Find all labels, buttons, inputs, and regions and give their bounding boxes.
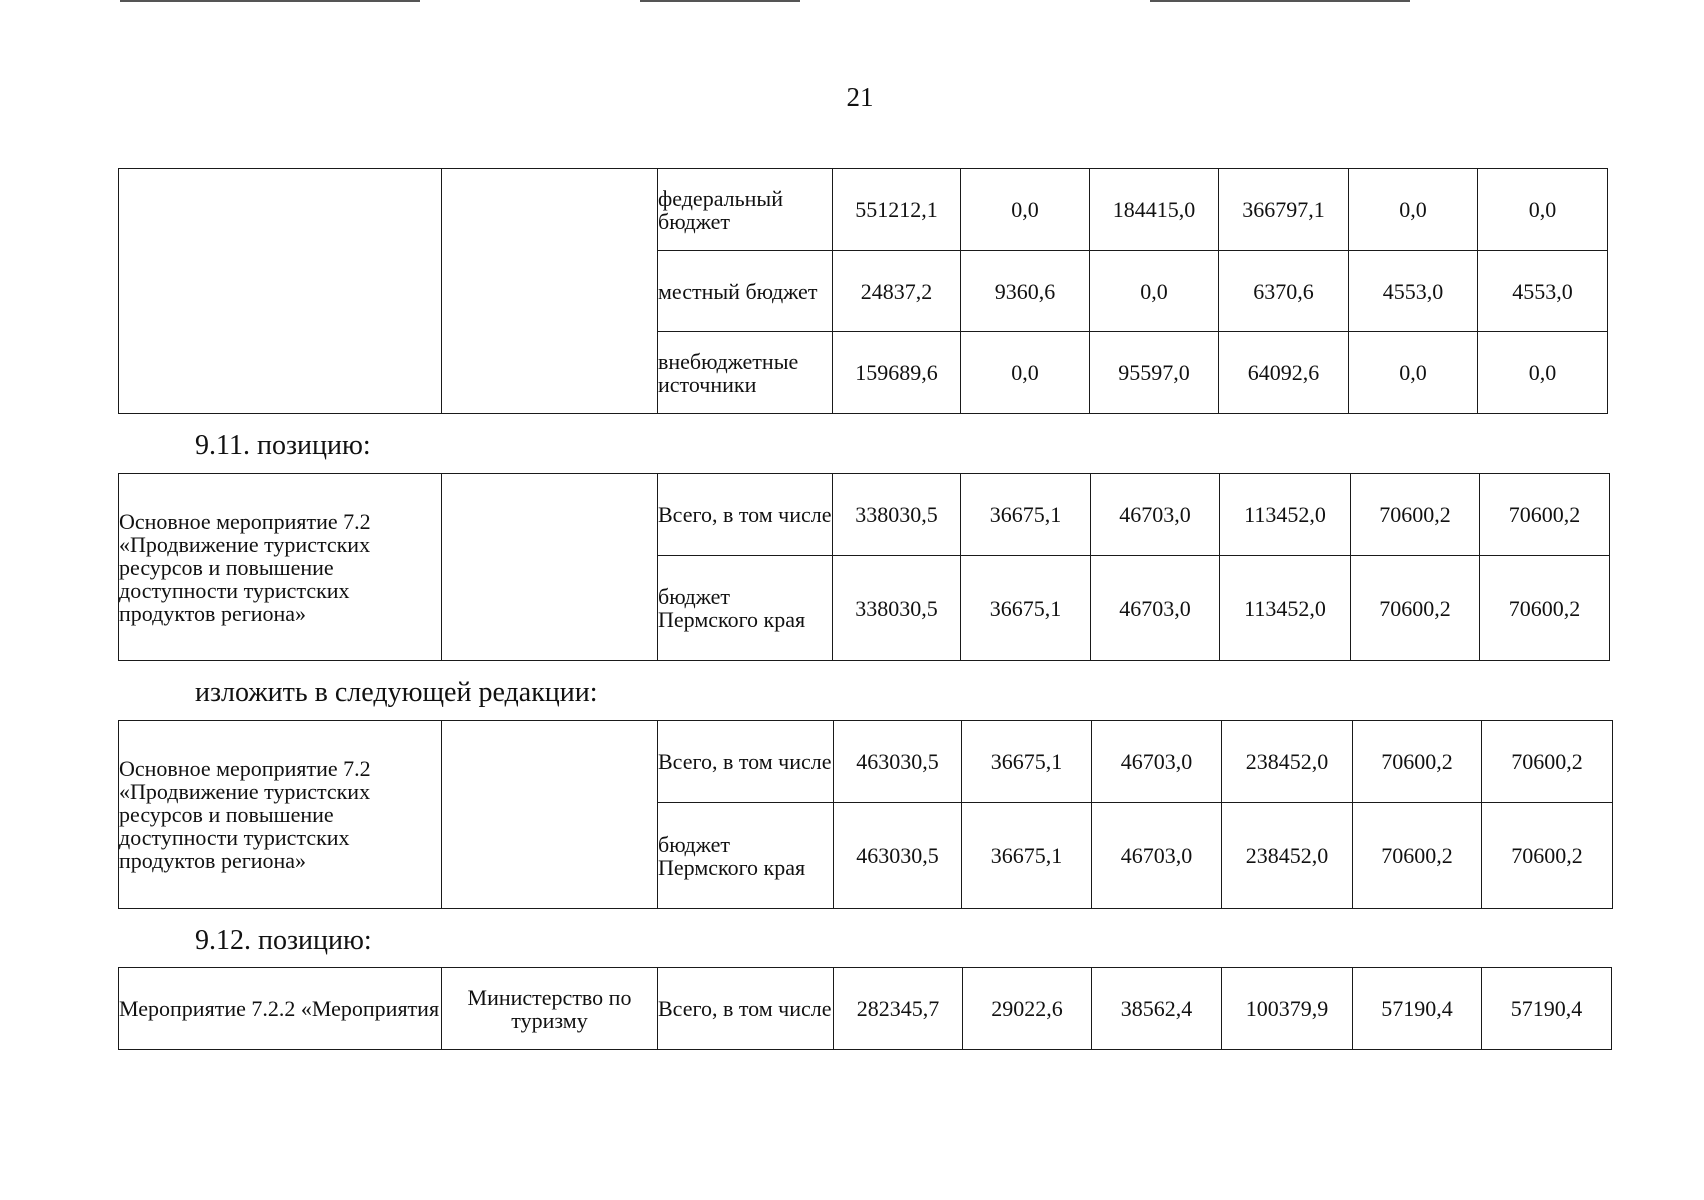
funding-source-cell: местный бюджет <box>658 251 833 332</box>
executor-cell: Министерство по туризму <box>442 968 658 1050</box>
event-name-cell: Основное мероприятие 7.2 «Продвижение туристских ресурсов и повышение доступности туристских продуктов региона» <box>119 721 442 909</box>
amount-year-5-cell: 57190,4 <box>1482 968 1612 1050</box>
amount-year-1-cell: 29022,6 <box>963 968 1092 1050</box>
amount-year-3-cell: 113452,0 <box>1220 474 1351 556</box>
amount-year-2-cell: 46703,0 <box>1092 721 1222 803</box>
amount-total-cell: 282345,7 <box>834 968 963 1050</box>
amount-total-cell: 159689,6 <box>833 332 961 414</box>
funding-source-cell: бюджет Пермского края <box>658 556 833 661</box>
amount-year-1-cell: 36675,1 <box>962 721 1092 803</box>
table-row <box>119 721 1613 803</box>
table-row <box>119 169 1608 251</box>
amount-year-3-cell: 238452,0 <box>1222 721 1353 803</box>
amount-year-5-cell: 4553,0 <box>1478 251 1608 332</box>
amount-year-5-cell: 0,0 <box>1478 332 1608 414</box>
amount-total-cell: 463030,5 <box>834 721 962 803</box>
amount-year-5-cell: 70600,2 <box>1482 803 1613 909</box>
amount-year-3-cell: 6370,6 <box>1219 251 1349 332</box>
section-heading-9-12: 9.12. позицию: <box>195 925 372 956</box>
amount-year-2-cell: 46703,0 <box>1091 556 1220 661</box>
amount-year-2-cell: 184415,0 <box>1090 169 1219 251</box>
amount-year-3-cell: 113452,0 <box>1220 556 1351 661</box>
amount-year-4-cell: 70600,2 <box>1353 721 1482 803</box>
funding-source-cell: бюджет Пермского края <box>658 803 834 909</box>
funding-table-current <box>118 473 1610 661</box>
amount-year-1-cell: 9360,6 <box>961 251 1090 332</box>
executor-cell <box>442 721 658 909</box>
amount-year-5-cell: 0,0 <box>1478 169 1608 251</box>
scan-edge-line <box>640 0 800 2</box>
amount-year-2-cell: 0,0 <box>1090 251 1219 332</box>
table-row <box>119 968 1612 1050</box>
amount-year-1-cell: 0,0 <box>961 332 1090 414</box>
funding-table-new-edition <box>118 720 1613 909</box>
amount-year-3-cell: 238452,0 <box>1222 803 1353 909</box>
amount-year-4-cell: 70600,2 <box>1353 803 1482 909</box>
amount-year-3-cell: 366797,1 <box>1219 169 1349 251</box>
amount-year-4-cell: 57190,4 <box>1353 968 1482 1050</box>
amount-year-3-cell: 64092,6 <box>1219 332 1349 414</box>
amount-year-1-cell: 36675,1 <box>961 556 1091 661</box>
executor-cell <box>442 169 658 414</box>
event-name-cell <box>119 169 442 414</box>
section-heading-9-11: 9.11. позицию: <box>195 430 371 461</box>
executor-cell <box>442 474 658 661</box>
funding-source-cell: Всего, в том числе <box>658 474 833 556</box>
amount-year-5-cell: 70600,2 <box>1480 474 1610 556</box>
section-heading-new-edition: изложить в следующей редакции: <box>195 677 598 708</box>
amount-total-cell: 551212,1 <box>833 169 961 251</box>
funding-table-continued <box>118 168 1608 414</box>
amount-year-1-cell: 36675,1 <box>961 474 1091 556</box>
amount-year-5-cell: 70600,2 <box>1480 556 1610 661</box>
amount-year-3-cell: 100379,9 <box>1222 968 1353 1050</box>
amount-total-cell: 463030,5 <box>834 803 962 909</box>
amount-year-1-cell: 0,0 <box>961 169 1090 251</box>
amount-year-4-cell: 70600,2 <box>1351 556 1480 661</box>
amount-year-4-cell: 70600,2 <box>1351 474 1480 556</box>
amount-year-4-cell: 0,0 <box>1349 332 1478 414</box>
event-name-cell: Мероприятие 7.2.2 «Мероприятия <box>119 968 442 1050</box>
table-row <box>119 474 1610 556</box>
page-number: 21 <box>846 82 874 112</box>
amount-total-cell: 338030,5 <box>833 474 961 556</box>
amount-year-2-cell: 38562,4 <box>1092 968 1222 1050</box>
amount-year-1-cell: 36675,1 <box>962 803 1092 909</box>
funding-source-cell: Всего, в том числе <box>658 721 834 803</box>
amount-year-5-cell: 70600,2 <box>1482 721 1613 803</box>
funding-table-9-12 <box>118 967 1612 1050</box>
funding-source-cell: Всего, в том числе <box>658 968 834 1050</box>
amount-year-4-cell: 0,0 <box>1349 169 1478 251</box>
amount-year-2-cell: 95597,0 <box>1090 332 1219 414</box>
funding-source-cell: внебюджетные источники <box>658 332 833 414</box>
amount-total-cell: 24837,2 <box>833 251 961 332</box>
event-name-cell: Основное мероприятие 7.2 «Продвижение туристских ресурсов и повышение доступности туристских продуктов региона» <box>119 474 442 661</box>
funding-source-cell: федеральный бюджет <box>658 169 833 251</box>
amount-total-cell: 338030,5 <box>833 556 961 661</box>
scan-edge-line <box>1150 0 1410 2</box>
amount-year-2-cell: 46703,0 <box>1092 803 1222 909</box>
amount-year-4-cell: 4553,0 <box>1349 251 1478 332</box>
scan-edge-line <box>120 0 420 2</box>
amount-year-2-cell: 46703,0 <box>1091 474 1220 556</box>
